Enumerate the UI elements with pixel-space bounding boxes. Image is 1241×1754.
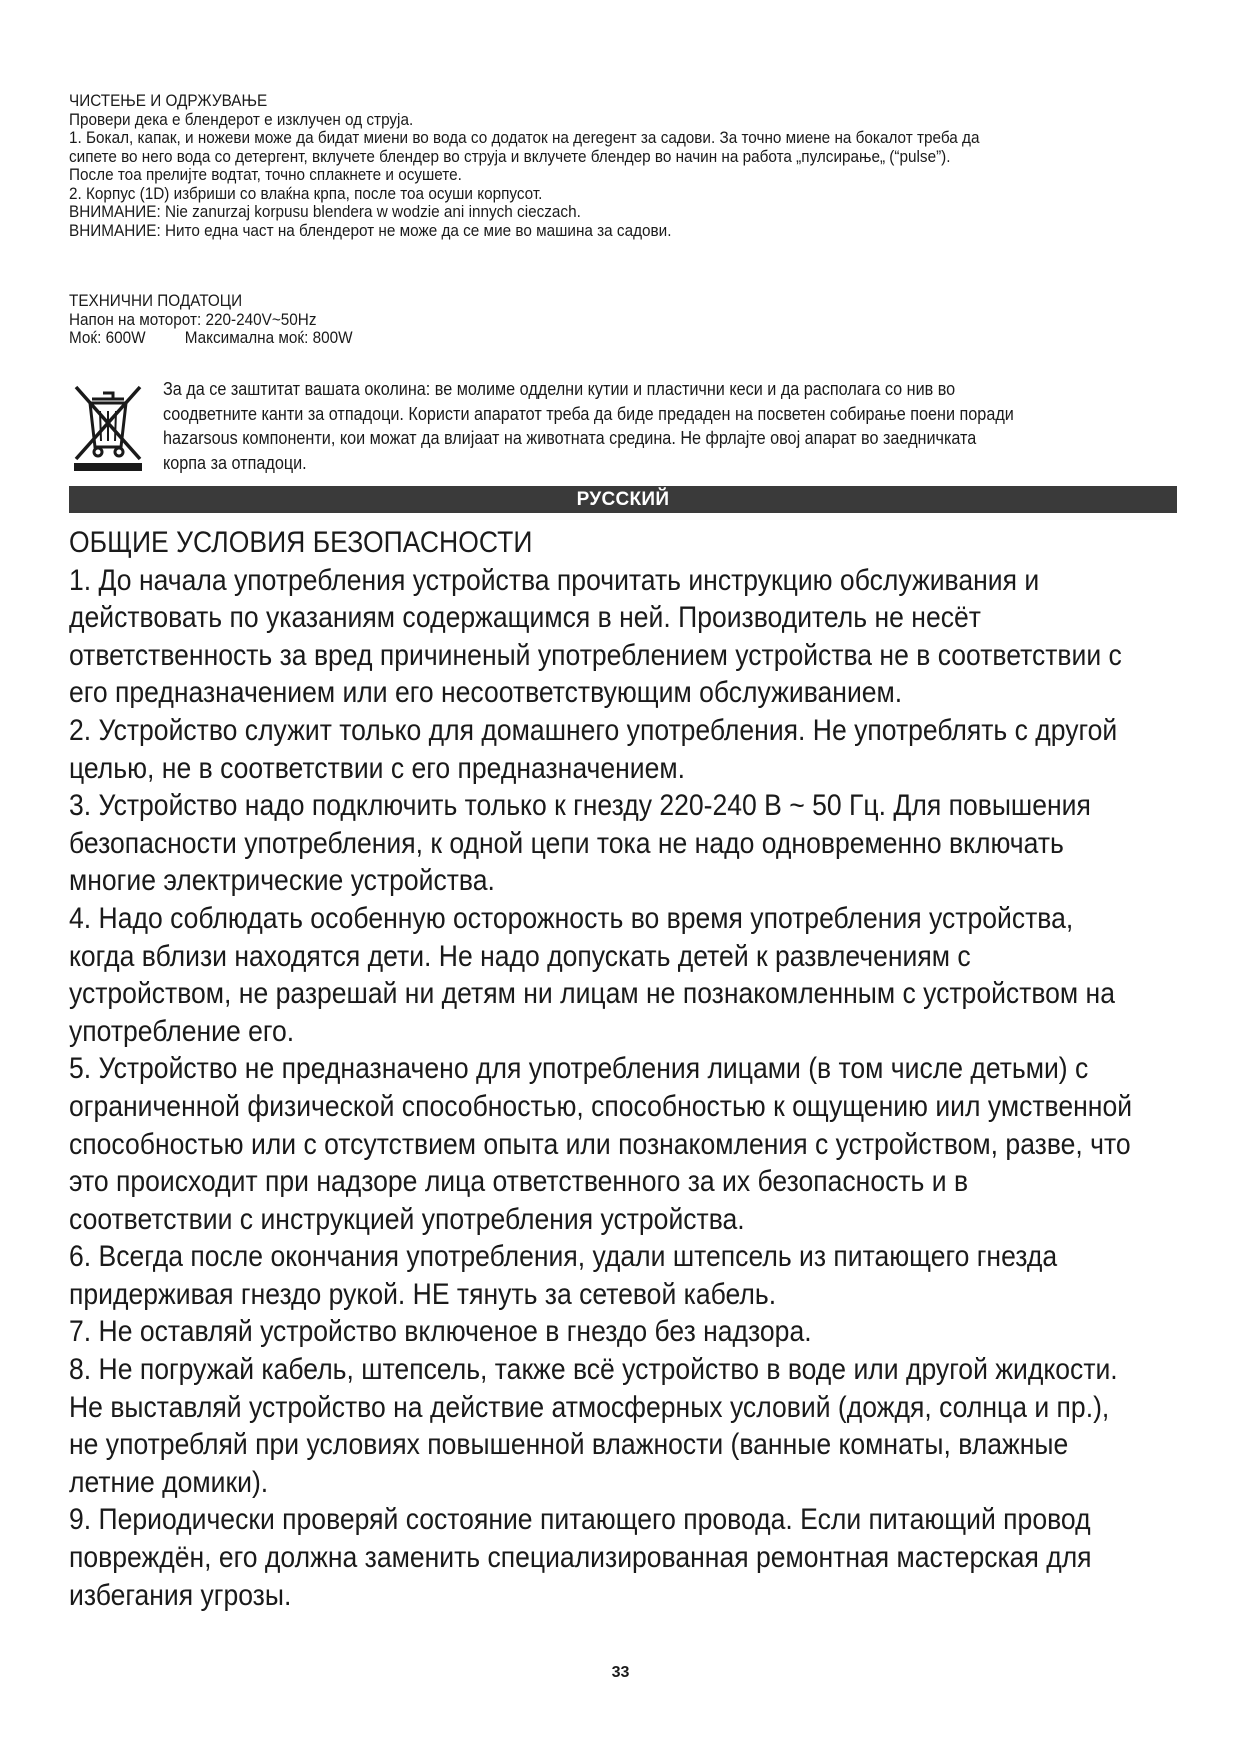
recycling-line: За да се заштитат вашата околина: ве молиме одделни кутии и пластични кеси и да располага со нив во: [163, 379, 956, 399]
safety-line: придерживая гнездо рукой. НЕ тянуть за сетевой кабель.: [69, 1277, 777, 1311]
safety-line: его предназначением или его несоответствующим обслуживанием.: [69, 676, 903, 710]
recycling-line: hazarsous компоненти, кои можат да влијаат на животната средина. Не фрлајте овој апарат во заедничката: [163, 428, 977, 448]
safety-line: действовать по указаниям содержащимся в ней. Производитель не несёт: [69, 601, 981, 635]
russian-safety-section: [69, 524, 1140, 1614]
safety-line: ответственность за вред причиненый употреблением устройства не в соответствии с: [69, 638, 1122, 672]
language-banner: РУССКИЙ: [69, 486, 1177, 513]
recycling-line: соодветните канти за отпадоци. Користи апаратот треба да биде предаден на посветен собирање поени поради: [163, 403, 1014, 424]
cleaning-line: После тоа прелијте водтат, точно сплакнете и осушете.: [69, 165, 462, 184]
tech-max-power: Максимална моќ: 800W: [184, 328, 353, 347]
cleaning-line: сипете во него вода со детергент, вклучете блендер во струја и вклучете блендер во начин на работа „пулсирање„ (“pulse”).: [69, 146, 951, 166]
recycling-line: корпа за отпадоци.: [163, 452, 307, 473]
tech-voltage: Напон на моторот: 220-240V~50Hz: [69, 309, 317, 329]
safety-line: многие электрические устройства.: [69, 864, 495, 898]
cleaning-line: Провери дека е блендерот е изклучен од струја.: [69, 109, 414, 129]
page-number: 33: [611, 1664, 630, 1681]
safety-line: 5. Устройство не предназначено для употребления лицами (в том числе детьми) с: [69, 1052, 1089, 1086]
safety-line: безопасности употребления, к одной цепи тока не надо одновременно включать: [69, 826, 1064, 860]
safety-line: 8. Не погружай кабель, штепсель, также всё устройство в воде или другой жидкости.: [69, 1353, 1118, 1387]
cleaning-line: 1. Бокал, капак, и ножеви може да бидат миени во вода со додаток на деregент за садови. За точно миене на бокалот треба да: [69, 128, 980, 147]
cleaning-heading: ЧИСТЕЊЕ И ОДРЖУВАЊЕ: [69, 91, 268, 110]
safety-line: Не выставляй устройство на действие атмосферных условий (дождя, солнца и пр.),: [69, 1390, 1110, 1424]
safety-line: повреждён, его должна заменить специализированная ремонтная мастерская для: [69, 1541, 1092, 1575]
safety-line: употребление его.: [69, 1014, 295, 1048]
safety-line: не употребляй при условиях повышенной влажности (ванные комнаты, влажные: [69, 1428, 1069, 1462]
safety-line: избегания угрозы.: [69, 1578, 292, 1612]
safety-line: летние домики).: [69, 1465, 269, 1499]
safety-line: 3. Устройство надо подключить только к гнезду 220-240 В ~ 50 Гц. Для повышения: [69, 789, 1091, 823]
safety-line: соответствии с инструкцией употребления устройства.: [69, 1202, 745, 1236]
safety-line: 2. Устройство служит только для домашнего употребления. Не употреблять с другой: [69, 713, 1118, 747]
tech-data-section: [69, 292, 1068, 348]
safety-line: когда вблизи находятся дети. Не надо допускать детей к развлечениям с: [69, 939, 971, 973]
cleaning-line: ВНИМАНИЕ: Nie zanurzaj korpusu blendera w wodzie ani innych cieczach.: [69, 202, 581, 221]
tech-heading: ТЕХНИЧНИ ПОДАТОЦИ: [69, 291, 243, 310]
safety-line: 9. Периодически проверяй состояние питающего провода. Если питающий провод: [69, 1503, 1091, 1537]
cleaning-line: 2. Корпус (1D) избриши со влаќна крпа, после тоа осуши корпусот.: [69, 183, 543, 203]
safety-line: 4. Надо соблюдать особенную осторожность во время употребления устройства,: [69, 901, 1074, 935]
safety-line: 6. Всегда после окончания употребления, удали штепсель из питающего гнезда: [69, 1240, 1058, 1274]
cleaning-section: [69, 92, 1068, 240]
cleaning-line: ВНИМАНИЕ: Нито една част на блендерот не може да се мие во машина за садови.: [69, 220, 672, 240]
safety-title: ОБЩИЕ УСЛОВИЯ БЕЗОПАСНОСТИ: [69, 526, 533, 559]
safety-line: 1. До начала употребления устройства прочитать инструкцию обслуживания и: [69, 563, 1040, 597]
tech-power: Моќ: 600W: [69, 328, 146, 347]
crossed-out-wheelie-bin-icon: [70, 381, 146, 473]
safety-line: это происходит при надзоре лица ответственного за их безопасность и в: [69, 1165, 969, 1199]
safety-line: способностью или с отсутствием опыта или познакомления с устройством, разве, что: [69, 1127, 1131, 1161]
tech-power-row: [69, 329, 1068, 348]
safety-line: ограниченной физической способностью, способностью к ощущению иил умственной: [69, 1089, 1133, 1123]
safety-line: устройством, не разрешай ни детям ни лицам не познакомленным с устройством на: [69, 977, 1115, 1011]
safety-line: целью, не в соответствии с его предназначением.: [69, 751, 686, 785]
safety-line: 7. Не оставляй устройство включеное в гнездо без надзора.: [69, 1315, 812, 1349]
recycling-notice: [163, 377, 1072, 475]
